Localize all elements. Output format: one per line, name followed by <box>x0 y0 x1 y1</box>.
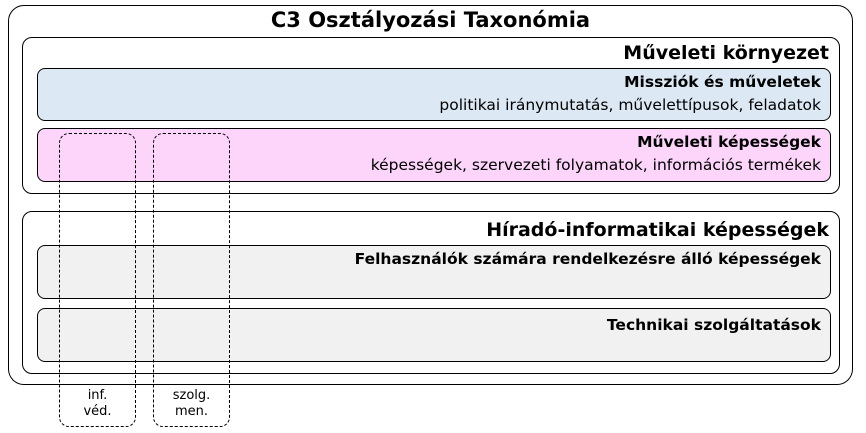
cis-capabilities-title: Híradó-informatikai képességek <box>486 219 829 241</box>
information-assurance-label-line2: véd. <box>83 404 112 419</box>
diagram-title: C3 Osztályozási Taxonómia <box>270 8 591 32</box>
information-assurance-column <box>59 133 136 427</box>
technical-services-title: Technikai szolgáltatások <box>606 316 821 334</box>
information-assurance-label-line1: inf. <box>87 388 108 403</box>
missions-operations-subtitle: politikai iránymutatás, művelettípusok, feladatok <box>439 96 821 114</box>
service-management-label-line2: men. <box>174 404 209 419</box>
information-assurance-label <box>60 388 135 420</box>
service-management-column <box>153 133 230 427</box>
user-facing-capabilities-title: Felhasználók számára rendelkezésre álló képességek <box>354 250 821 268</box>
operational-capabilities-title: Műveleti képességek <box>637 133 821 151</box>
missions-operations-title: Missziók és műveletek <box>624 73 821 91</box>
service-management-label <box>154 388 229 420</box>
operational-environment-title: Műveleti környezet <box>623 42 829 64</box>
operational-capabilities-subtitle: képességek, szervezeti folyamatok, információs termékek <box>370 156 821 174</box>
service-management-label-line1: szolg. <box>172 388 211 403</box>
missions-operations-panel <box>37 68 831 121</box>
